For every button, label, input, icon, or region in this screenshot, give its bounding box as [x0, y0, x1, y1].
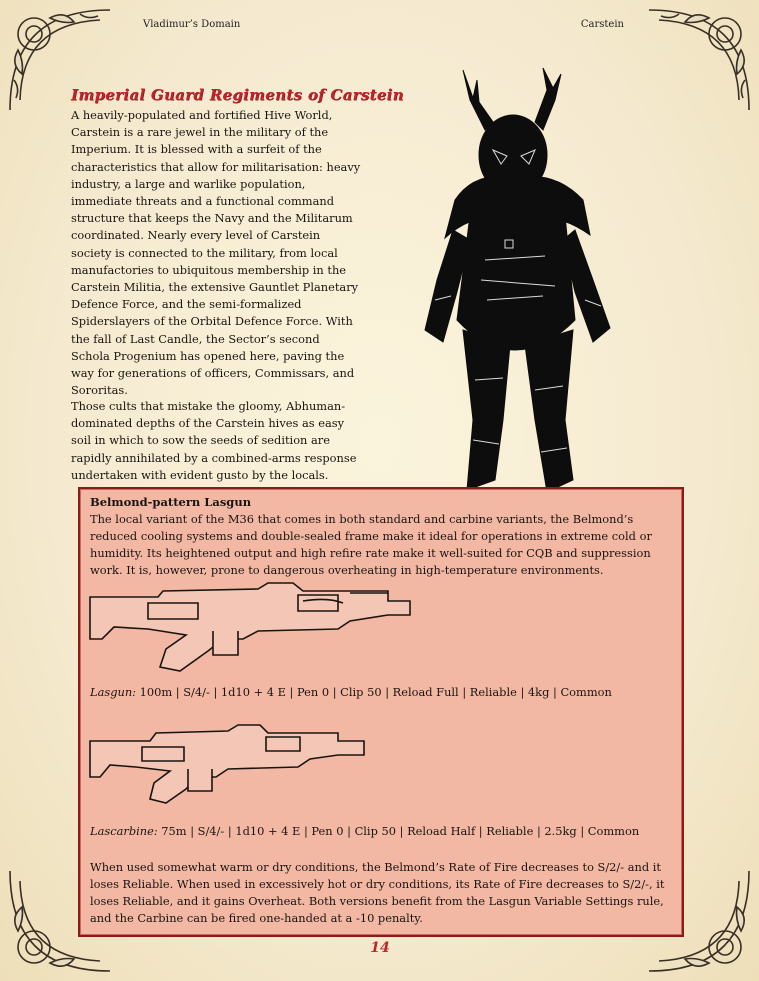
sidebar-conditions-rules: When used somewhat warm or dry conditions, the Belmond’s Rate of Fire decreases to S/2/- and it loses Reliable. When used in excessively hot or dry conditions, its Rate of Fire decreases to S/2/-, it loses Reliable, and it gains Overheat. Both versions benefit from the Lasgun Variable Settings rule, and the Carbine can be fired one-handed at a -10 penalty. — [90, 860, 665, 925]
lasgun-stat-line: 100m | S/4/- | 1d10 + 4 E | Pen 0 | Clip 50 | Reload Full | Reliable | 4kg | Common — [136, 685, 612, 699]
section-title: Imperial Guard Regiments of Carstein — [71, 86, 404, 104]
lasgun-illustration — [88, 579, 418, 674]
running-header-left: Vladimur’s Domain — [143, 19, 241, 30]
guardsman-illustration — [415, 60, 635, 510]
intro-paragraph: A heavily-populated and fortified Hive World, Carstein is a rare jewel in the military of the Imperium. It is blessed with a surfeit of the characteristics that allow for militarisation: heavy industry, a large and warlike population, immediate threats and a functional command structure that keeps the Navy and the Militarum coordinated. Nearly every level of Carstein society is connected to the military, from local manufactories to ubiquitous membership in the Carstein Militia, the extensive Gauntlet Planetary Defence Force, and the semi-formalized Spiderslayers of the Orbital Defence Force. With the fall of Last Candle, the Sector’s second Schola Progenium has opened here, paving the way for generations of officers, Commissars, and Sororitas. — [71, 108, 361, 398]
lasgun-name: Lasgun: — [90, 685, 137, 699]
sidebar-title: Belmond-pattern Lasgun — [90, 495, 252, 509]
lasgun-sidebar-box — [78, 487, 684, 937]
lascarbine-stat-line: 75m | S/4/- | 1d10 + 4 E | Pen 0 | Clip 50 | Reload Half | Reliable | 2.5kg | Common — [157, 824, 640, 838]
cults-paragraph: Those cults that mistake the gloomy, Abhuman-dominated depths of the Carstein hives as easy soil in which to sow the seeds of sedition are rapidly annihilated by a combined-arms response undertaken with evident gusto by the locals. — [71, 399, 357, 482]
lascarbine-stats — [90, 824, 639, 838]
corner-ornament-top-right — [639, 0, 759, 120]
lasgun-stats — [90, 685, 612, 699]
sidebar-description: The local variant of the M36 that comes in both standard and carbine variants, the Belmond’s reduced cooling systems and double-sealed frame make it ideal for operations in extreme cold or humidity. Its heightened output and high refire rate make it well-suited for CQB and suppression work. It is, however, prone to dangerous overheating in high-temperature environments. — [90, 512, 652, 577]
lascarbine-illustration — [88, 719, 373, 804]
page-number: 14 — [370, 940, 390, 956]
lascarbine-name: Lascarbine: — [90, 824, 158, 838]
running-header-right: Carstein — [580, 19, 624, 30]
